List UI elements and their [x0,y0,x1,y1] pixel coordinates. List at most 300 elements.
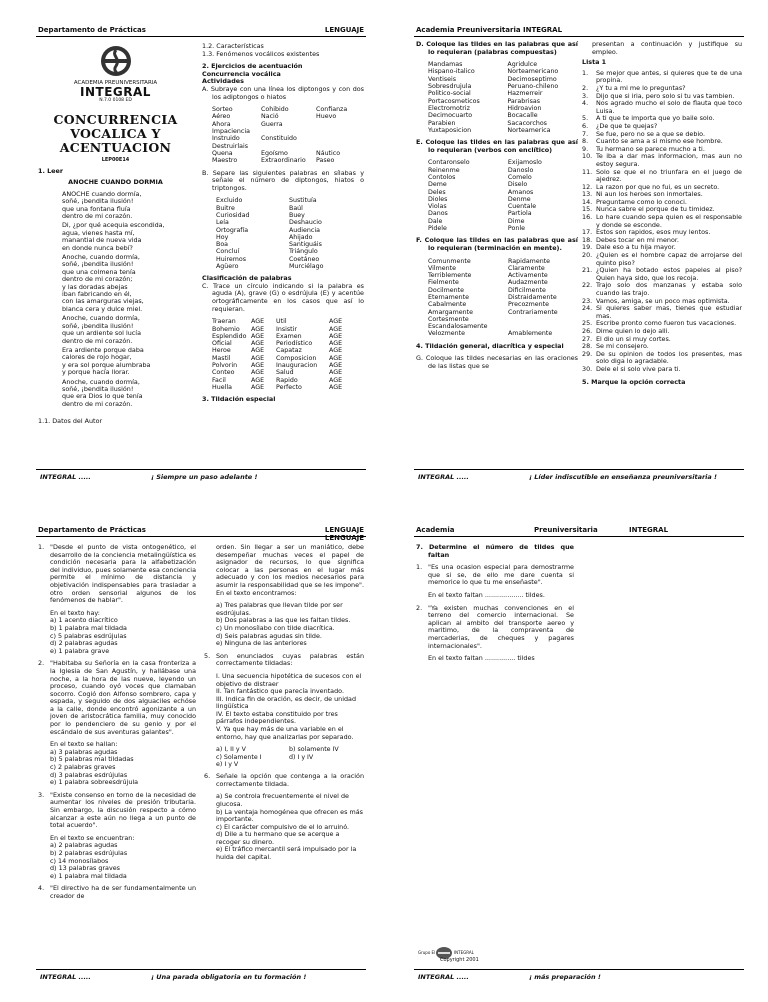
sentence-text: Trajo solo dos manzanas y estaba solo cuando las trajo. [596,281,742,297]
table-c-cell: AGE [251,383,265,391]
table-c-cell: Perfecto [276,383,302,391]
stamp-right: INTEGRAL [454,950,474,955]
page-footer [36,469,366,484]
page-1 [36,22,366,484]
sentence-text: A ti que te importa que yo baile solo. [596,114,715,123]
table-e-cell: Violas [428,203,447,211]
stamp-copyright: Copyright 2001 [440,957,479,963]
datos-autor: 1.1. Datos del Autor [38,417,103,426]
sentence-number: 19. [582,243,593,252]
table-b-cell: Baúl [289,204,303,212]
q4-option: b) Dos palabras a las que les faltan tildes. [216,616,351,625]
q6-option: d) Dile a tu hermano que se acerque a recoger su dinero. [216,830,340,846]
table-f-cell [508,316,578,323]
q1-option: b) 1 palabra mal tildada [50,623,127,632]
sentence-text: ¿Y tu a mi me lo preguntas? [596,83,686,92]
table-d-cell: Sobresdrujula [428,83,472,91]
table-a-row [212,113,359,120]
table-b-cell: Buitre [216,204,235,212]
table-b-cell: Triángulo [289,248,318,256]
table-c-cell: AGE [251,354,265,362]
table-b-cell: Deshaucio [289,219,322,227]
table-a-cell [316,128,359,135]
table-c [212,318,352,391]
footer-slogan: ¡ Siempre un paso adelante ! [151,473,258,481]
page-footer [36,969,366,984]
q7-1-text: "Es una ocasion especial para demostrarme que si se, de ello me dare cuenta si memorice lo que tu me enseñaste". [428,563,574,587]
poem-line: blanca cera y dulce miel. [62,304,143,313]
q1-option: e) 1 palabra grave [50,646,110,655]
sentence-number: 2. [582,83,589,92]
tildacion-title: 3. Tildación especial [202,395,276,404]
table-c-cell: AGE [329,340,343,348]
page-footer [414,469,744,484]
table-a-cell: Nació [261,113,279,121]
table-c-cell: AGE [251,347,265,355]
table-b-cell: Agüero [216,262,239,270]
table-a-cell: Paseo [316,157,335,165]
small-code: N.7.0 0108 ED [99,98,132,103]
table-c-cell: AGE [251,318,265,326]
table-d-row [428,98,578,105]
right-column [582,41,742,386]
q2-options [38,749,196,787]
table-c-cell: AGE [329,347,343,355]
sentence-text: El dio un si muy cortes. [596,334,671,343]
table-f [428,258,578,338]
table-c-cell: Inauguracion [276,362,318,370]
ejercicios-title: 2. Ejercicios de acentuación [202,62,303,71]
table-e-cell: Danos [428,210,448,218]
q5-option-e: e) I y V [216,760,239,768]
instruction-c: C. Trace un círculo indicando si la palabra es aguda (A), grave (G) o esdrújula (E) y acentúe ortográficamente en los casos que así lo requieran. [202,281,364,313]
q3-option: e) 1 palabra mal tildada [50,871,127,880]
table-a-cell: Náutico [316,149,341,157]
table-b-row [216,263,352,270]
table-d-cell: Parabien [428,119,456,127]
table-f-row [428,316,578,323]
sentence-number: 7. [582,129,589,138]
table-b-row [216,205,352,212]
q5-item: I. Una secuencia hipotética de sucesos con el objetivo de distraer [216,671,362,688]
table-f-cell: Velozmente [428,330,465,338]
sentence-number: 25. [582,319,593,328]
table-e-row [428,167,578,174]
footer-brand: INTEGRAL ..... [40,973,91,981]
q5-item: IV. El texto estaba constituido por tres párrafos independientes. [216,709,338,726]
table-e-cell: Dime [507,217,525,225]
table-f-row [428,330,578,337]
table-d-row [428,112,578,119]
poem-line: que una colmena tenía [62,267,136,276]
sentence-number: 27. [582,334,593,343]
sentence-list [582,70,742,374]
q3-option: a) 2 palabras agudas [50,841,118,850]
sentence-number: 9. [582,144,589,153]
table-e-row [428,189,578,196]
academy-name: ACADEMIA PREUNIVERSITARIA [73,80,158,86]
table-b-cell: Ortografía [216,226,249,234]
poem-line: soñé, ¡bendita ilusión! [62,197,134,206]
q4-options [204,602,364,648]
table-d-cell: Parabrisas [507,97,540,105]
poem-line: que un ardiente sol lucía [62,329,141,338]
left-column [38,544,196,901]
table-e-cell: Reinenme [428,166,460,174]
main-title-line-3: ACENTUACION [59,140,172,155]
table-b-cell: Buey [289,211,305,219]
table-e-cell: Deles [428,188,446,196]
sentence-item [582,282,742,297]
q6-option: b) La ventaja homogénea que ofrecen es más importante. [216,807,363,824]
table-f-cell: Docilmente [428,286,465,294]
table-f-cell: Vilmente [428,264,457,272]
table-e-row [428,225,578,232]
table-b-row [216,227,352,234]
page-4 [414,522,744,984]
sentence-number: 16. [582,213,593,222]
header-academy: Academia [416,526,455,534]
sentence-item [582,305,742,320]
sentence-text: Estos son rapidos, esos muy lentos. [596,228,711,237]
poem-line: calores de rojo hogar, [62,353,132,362]
table-e-cell: Amanos [507,188,534,196]
table-e-row [428,210,578,217]
table-c-cell: Rapido [276,376,298,384]
q5-item: III. Indica fin de oración, es decir, de unidad lingüística [216,694,357,711]
sentence-number: 21. [582,266,593,275]
sentence-text: ¿Quien es el hombre capaz de arrojarse del quinto piso? [596,251,742,267]
sentence-item [582,366,742,374]
sentence-number: 23. [582,296,593,305]
poem-line: Di, ¿por qué acequia escondida, [62,221,165,230]
table-d [428,61,578,134]
table-b-cell: Leía [216,219,229,227]
table-f-cell: Amablemente [507,330,553,338]
table-b-cell: Boa [216,241,229,249]
main-title-line-1: CONCURRENCIA [53,112,178,127]
sentence-number: 22. [582,281,593,290]
q3-option: c) 14 monosílabos [50,856,109,865]
table-a-cell [316,135,359,142]
poem-line: iban fabricando en él, [62,290,132,299]
table-e-cell: Deme [428,181,447,189]
sentence-text: Dale eso a tu hija mayor. [596,243,676,252]
page-3 [36,522,366,984]
table-e-row [428,174,578,181]
sentence-text: Preguntame como lo conoci. [596,197,687,206]
table-e-cell: Denme [507,195,531,203]
poem [38,191,193,408]
sentence-text: Si quieres saber mas, tienes que estudiar mas. [596,304,742,320]
table-c-cell: Composicion [276,354,317,362]
table-c-cell: Polvorin [212,362,238,370]
table-c-cell: Traeran [212,318,236,326]
q5-option-a: a) I, II y V [216,746,246,754]
table-d-cell: Sacacorchos [507,119,547,127]
q6-option: a) Se controla frecuentemente el nivel de glucosa. [216,792,349,808]
table-e [428,159,578,232]
instruction-a: A. Subraye con una línea los diptongos y con dos los adiptongos o hiatos [202,84,364,101]
table-b-row [216,219,352,226]
q3-number: 3. [38,790,45,799]
sentence-item [582,153,742,168]
sentence-number: 6. [582,121,589,130]
poem-line: soñé, ¡bendita ilusión! [62,321,134,330]
table-b-cell: Ahijado [289,233,313,241]
lesson-code: LEP00E14 [101,157,130,163]
poem-line: manantial de nueva vida [62,236,142,245]
q6-number: 6. [204,772,211,781]
table-b-cell: Curiosidad [216,211,250,219]
sentence-number: 20. [582,251,593,260]
q3-option: d) 13 palabras graves [50,864,121,873]
table-d-row [428,120,578,127]
table-e-cell: Diselo [507,181,528,189]
table-e-row [428,218,578,225]
poem-line: Anoche, cuando dormía, [62,253,140,262]
table-d-cell: Electromotriz [428,104,470,112]
table-c-cell: Mastil [212,354,231,362]
header-preuniversitaria: Preuniversitaria [534,526,598,534]
sentence-number: 8. [582,137,589,146]
table-e-cell: Exijamoslo [507,159,542,167]
left-column [38,44,193,426]
table-b-cell: Hoy [216,233,229,241]
table-c-row [212,318,352,325]
table-d-cell: Agridulce [507,61,538,69]
sentence-number: 18. [582,235,593,244]
table-a-cell: Aéreo [212,113,231,121]
table-f-cell: Amargamente [428,308,473,316]
q7-2-answer: En el texto faltan ............... tildes [428,654,535,663]
q3-text: "Existe consenso en torno de la necesidad de aumentar los niveles de presión tributaria. Sin embargo, la discusión respecto a cómo alcanzar a este aún no llega a un punto de total acuerdo". [50,790,196,830]
sentence-number: 24. [582,304,593,313]
footer-slogan: ¡ Líder indiscutible en enseñanza preuniversitaria ! [529,473,718,481]
table-a-cell: Impaciencia [212,128,250,136]
table-f-cell: Activamente [507,272,548,280]
sentence-item [582,169,742,184]
section-d-title: D. Coloque las tildes en las palabras que así lo requieran (palabras compuestas) [416,40,578,56]
q6-option: e) El tráfico mercantil será impulsado por la huida del capital. [216,845,357,862]
table-c-row [212,377,352,384]
sentence-number: 12. [582,182,593,191]
poem-line: que era Dios lo que tenía [62,392,143,401]
section-e-title: E. Coloque las tildes en las palabras que así lo requieran (verbos con enclítico) [416,138,578,154]
q3-options [38,842,196,880]
table-d-cell: Hidroavion [507,104,542,112]
section-g-text: G. Coloque las tildes necesarias en las oraciones de las listas que se [416,354,578,370]
page-header [414,22,744,37]
page-header [414,522,744,537]
table-a-cell: Instruido [212,135,240,143]
q2-text: "Habitaba su Señoría en la casa fronteriza a la Iglesia de San Agustín, y hallábase una noche, a la hora de las nueve, leyendo un proceso, cuando oyó voces que clamaban socorro. Cogió don Alfonso sombrero, capa y espada, y seguido de dos alguaciles echóse a la calle, donde encontró agonizante a un joven de aristocrática familia, muy conocido por lo pendenciero de su genio y por el escándalo de sus aventuras galantes". [50,659,196,736]
table-a-row [212,135,359,142]
q5-items [204,673,364,741]
table-e-cell: Contolos [428,173,456,181]
sentence-number: 4. [582,99,589,108]
q7-2-number: 2. [416,603,423,612]
q5-option-b: b) solamente IV [289,746,339,754]
q7-1-answer: En el texto faltan ................... tildes. [428,590,545,599]
sentence-text: Nos agrado mucho el solo de flauta que toco Luisa. [596,99,742,115]
table-f-row [428,301,578,308]
q5-options [216,746,342,768]
q6-text: Señale la opción que contenga a la oración correctamente tildada. [216,772,364,788]
section-leer: 1. Leer [38,166,63,175]
table-c-cell: Capataz [276,347,302,355]
sentence-item [582,214,742,229]
clasificacion-title: Clasificación de palabras [202,274,292,283]
sentence-number: 14. [582,197,593,206]
table-c-cell: AGE [329,376,343,384]
poem-line: soñé, ¡bendita ilusión! [62,384,134,393]
poem-line: Anoche, cuando dormía, [62,377,140,386]
footer-brand: INTEGRAL ..... [418,973,469,981]
header-subject: LENGUAJE [324,26,364,34]
table-d-cell: Mandamas [428,61,463,69]
table-d-cell: Decimocuarto [428,112,473,120]
sentence-text: ¿De que te quejas? [596,121,658,130]
table-f-row [428,294,578,301]
table-d-cell: Yuxtaposicion [428,126,472,134]
page-header [36,522,366,542]
sentence-text: Se mi consejero. [596,342,649,351]
table-f-cell: Comunmente [428,257,471,265]
sentence-number: 11. [582,167,593,176]
table-c-cell: AGE [251,362,265,370]
q4-option: d) Seis palabras agudas sin tilde. [216,631,322,640]
poem-line: soñé, ¡bendita ilusión! [62,260,134,269]
table-b-row [216,256,352,263]
table-e-cell: Dioles [428,195,448,203]
sentence-text: Dime quien lo dejo alli. [596,326,670,335]
table-a [212,106,359,164]
header-integral: INTEGRAL [629,526,669,534]
sentence-item [582,267,742,282]
table-a-row [212,128,359,135]
header-subject: LENGUAJE [324,526,364,534]
section-f-title: F. Coloque las tildes en las palabras que así lo requieran (terminación en mente). [416,236,578,252]
table-a-cell: Maestro [212,157,238,165]
sentence-number: 30. [582,364,593,373]
sentence-number: 26. [582,326,593,335]
table-d-row [428,76,578,83]
table-d-row [428,90,578,97]
table-c-cell: AGE [251,369,265,377]
q2-option: a) 3 palabras agudas [50,747,118,756]
footer-brand: INTEGRAL ..... [418,473,469,481]
table-c-cell: Facil [212,376,226,384]
table-b-cell: Audiencia [289,226,320,234]
table-b-cell: Huiremos [216,255,247,263]
poem-title: ANOCHE CUANDO DORMIA [68,178,163,187]
table-d-row [428,105,578,112]
table-c-cell: AGE [329,325,343,333]
q3-option: b) 2 palabras esdrújulas [50,848,128,857]
table-b-cell: Murciélago [289,262,324,270]
table-a-cell [316,143,359,150]
sentence-number: 1. [582,68,589,77]
table-e-cell: Cuentale [507,203,537,211]
table-a-cell: Ahora [212,120,231,128]
table-c-cell: Insistir [276,325,297,333]
table-b-cell: Coetáneo [289,255,320,263]
q4-option: e) Ninguna de las anteriores [216,639,307,648]
poem-line: con las amarguras viejas, [62,297,144,306]
q7-2-text: "Ya existen muchas convenciones en el terreno del comercio internacional. Se aplican al ambito del transporte aereo y maritimo, de la compraventa de mercaderias, de cheques y pagares internacionales". [428,603,574,650]
table-d-row [428,127,578,134]
sentence-item [582,252,742,267]
q4-continuation: orden. Sin llegar a ser un maniático, debe desempeñar muchas veces el papel de asignador de recursos, lo que significa colocar a las personas en el lugar más adecuado y con los medios necesarios para asumir la responsabilidad que se les impone". En el texto encontramos: [216,543,364,597]
table-d-cell: Politico-social [428,90,471,98]
table-d-cell: Ventiseis [428,75,457,83]
table-a-cell: Confianza [316,106,348,114]
q6-options [204,793,364,861]
table-c-row [212,326,352,333]
table-d-cell: Norteamericano [507,68,559,76]
table-f-cell: Fielmente [428,279,459,287]
sentence-text: Nunca sabre el porque de tu timidez. [596,205,715,214]
q5-option-c: c) Solamente I [216,753,262,761]
q5-option-d: d) I y IV [289,753,314,761]
table-f-cell [508,323,578,330]
table-f-row [428,287,578,294]
header-department: Departamento de Prácticas [38,26,146,34]
table-f-cell: Cabalmente [428,301,467,309]
q1-lead: En el texto hay: [50,608,100,617]
table-d-row [428,68,578,75]
table-f-row [428,272,578,279]
table-c-cell: Periodístico [276,340,313,348]
poem-line: y porque hacía llorar. [62,368,130,377]
table-a-cell [261,128,316,135]
q2-lead: En el texto se hallan: [50,740,118,749]
table-c-cell: Bohemio [212,325,240,333]
sentence-number: 10. [582,152,593,161]
table-c-cell: AGE [329,362,343,370]
q4-number: 4. [38,884,45,893]
table-c-cell: Esplendido [212,332,247,340]
page-footer [414,969,744,984]
table-c-cell: AGE [251,325,265,333]
lista-intro: presentan a continuación y justifique su empleo. [592,40,742,56]
sentence-item [582,351,742,366]
copyright-stamp [418,945,498,967]
table-c-cell: AGE [251,376,265,384]
table-c-row [212,369,352,376]
table-e-row [428,181,578,188]
poem-line: Anoche, cuando dormía, [62,314,140,323]
table-e-cell: Danoslo [507,166,534,174]
poem-line: Era ardiente porque daba [62,345,144,354]
sentence-text: Tu hermano se parece mucho a ti. [596,144,705,153]
footer-slogan: ¡ Una parada obligatoria en tu formación ! [151,973,307,981]
table-f-cell: Precozmente [507,301,549,309]
sentence-text: Dele el si solo vive para ti. [596,364,681,373]
table-f-row [428,258,578,265]
table-f-cell: Distraidamente [507,293,557,301]
poem-line: en donde nunca bebí? [62,243,133,252]
left-column [416,41,578,371]
instruction-b: B. Separe las siguientes palabras en sílabas y señale el número de diptongos, hiatos o triptongos. [202,168,364,192]
table-d-cell: Hazmerreir [507,90,543,98]
poem-line: dentro de mi corazón. [62,399,133,408]
sentence-text: La razon por que no fui, es un secreto. [596,182,720,191]
sentence-number: 15. [582,205,593,214]
q4-option: a) Tres palabras que llevan tilde por ser esdrújulas. [216,601,343,617]
table-f-cell: Dificilmente [507,286,546,294]
